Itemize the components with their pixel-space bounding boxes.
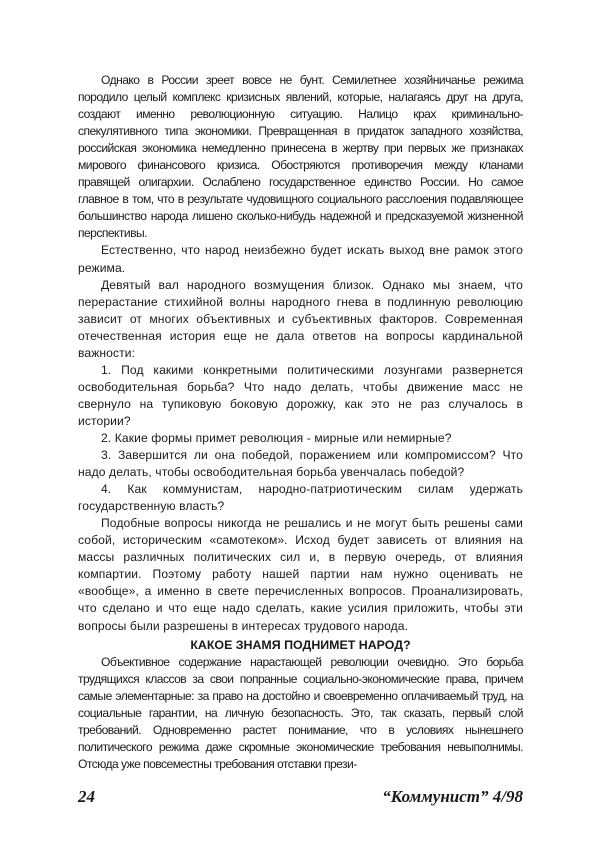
question-3: 3. Завершится ли она победой, поражением или компромиссом? Что надо делать, чтобы освободительная борьба увенчалась победой? bbox=[78, 448, 523, 480]
page-number: 24 bbox=[78, 787, 95, 806]
paragraph-2: Естественно, что народ неизбежно будет искать выход вне рамок этого режима. bbox=[78, 243, 523, 275]
question-1: 1. Под какими конкретными политическими лозунгами развернется освободительная борьба? Что надо делать, чтобы движение масс не свернуло на тупиковую боковую дорожку, как это не раз случалось в истории? bbox=[78, 362, 523, 428]
journal-title: “Коммунист” 4/98 bbox=[382, 787, 523, 806]
paragraph-5: Объективное содержание нарастающей революции очевидно. Это борьба трудящихся классов за свои попранные социально-экономические права, причем самые элементарные: за право на достойно и своевременно оплачиваемый труд, на социальные гарантии, на личную безопасность. Это, так сказать, первый слой требований. Одновременно растет понимание, что в условиях нынешнего политического режима даже скромные экономические требования невыполнимы. Отсюда уже повсеместны требования отставки прези- bbox=[78, 654, 523, 771]
page-footer bbox=[78, 787, 523, 807]
paragraph-4: Подобные вопросы никогда не решались и не могут быть решены сами собой, историческим «самотеком». Исход будет зависеть от влияния на массы различных политических сил и, в первую очередь, от влияния компартии. Поэтому работу нашей партии нам нужно оценивать не «вообще», а именно в свете перечисленных вопросов. Проанализировать, что сделано и что еще надо сделать, какие усилия приложить, чтобы эти вопросы были разрешены в интересах трудового народа. bbox=[78, 516, 523, 633]
question-2: 2. Какие формы примет революция - мирные или немирные? bbox=[100, 430, 452, 445]
section-heading: КАКОЕ ЗНАМЯ ПОДНИМЕТ НАРОД? bbox=[190, 637, 411, 652]
question-4: 4. Как коммунистам, народно-патриотическим силам удержать государственную власть? bbox=[78, 482, 523, 514]
paragraph-3: Девятый вал народного возмущения близок. Однако мы знаем, что перерастание стихийной волны народного гнева в подлинную революцию зависит от многих объективных и субъективных факторов. Современная отечественная история еще не дала ответов на вопросы кардинальной важности: bbox=[78, 277, 523, 360]
paragraph-1: Однако в России зреет вовсе не бунт. Семилетнее хозяйничанье режима породило целый комплекс кризисных явлений, которые, налагаясь друг на друга, создают именно революционную ситуацию. Налицо крах криминально-спекулятивного типа экономики. Превращенная в придаток западного хозяйства, российская экономика немедленно принесена в жертву при первых же признаках мирового финансового кризиса. Обостряются противоречия между кланами правящей олигархии. Ослаблено государственное единство России. Но самое главное в том, что в результате чудовищного социального расслоения подавляющее большинство народа лишено сколько-нибудь надежной и предсказуемой жизненной перспективы. bbox=[78, 73, 523, 241]
page-body bbox=[78, 72, 523, 773]
